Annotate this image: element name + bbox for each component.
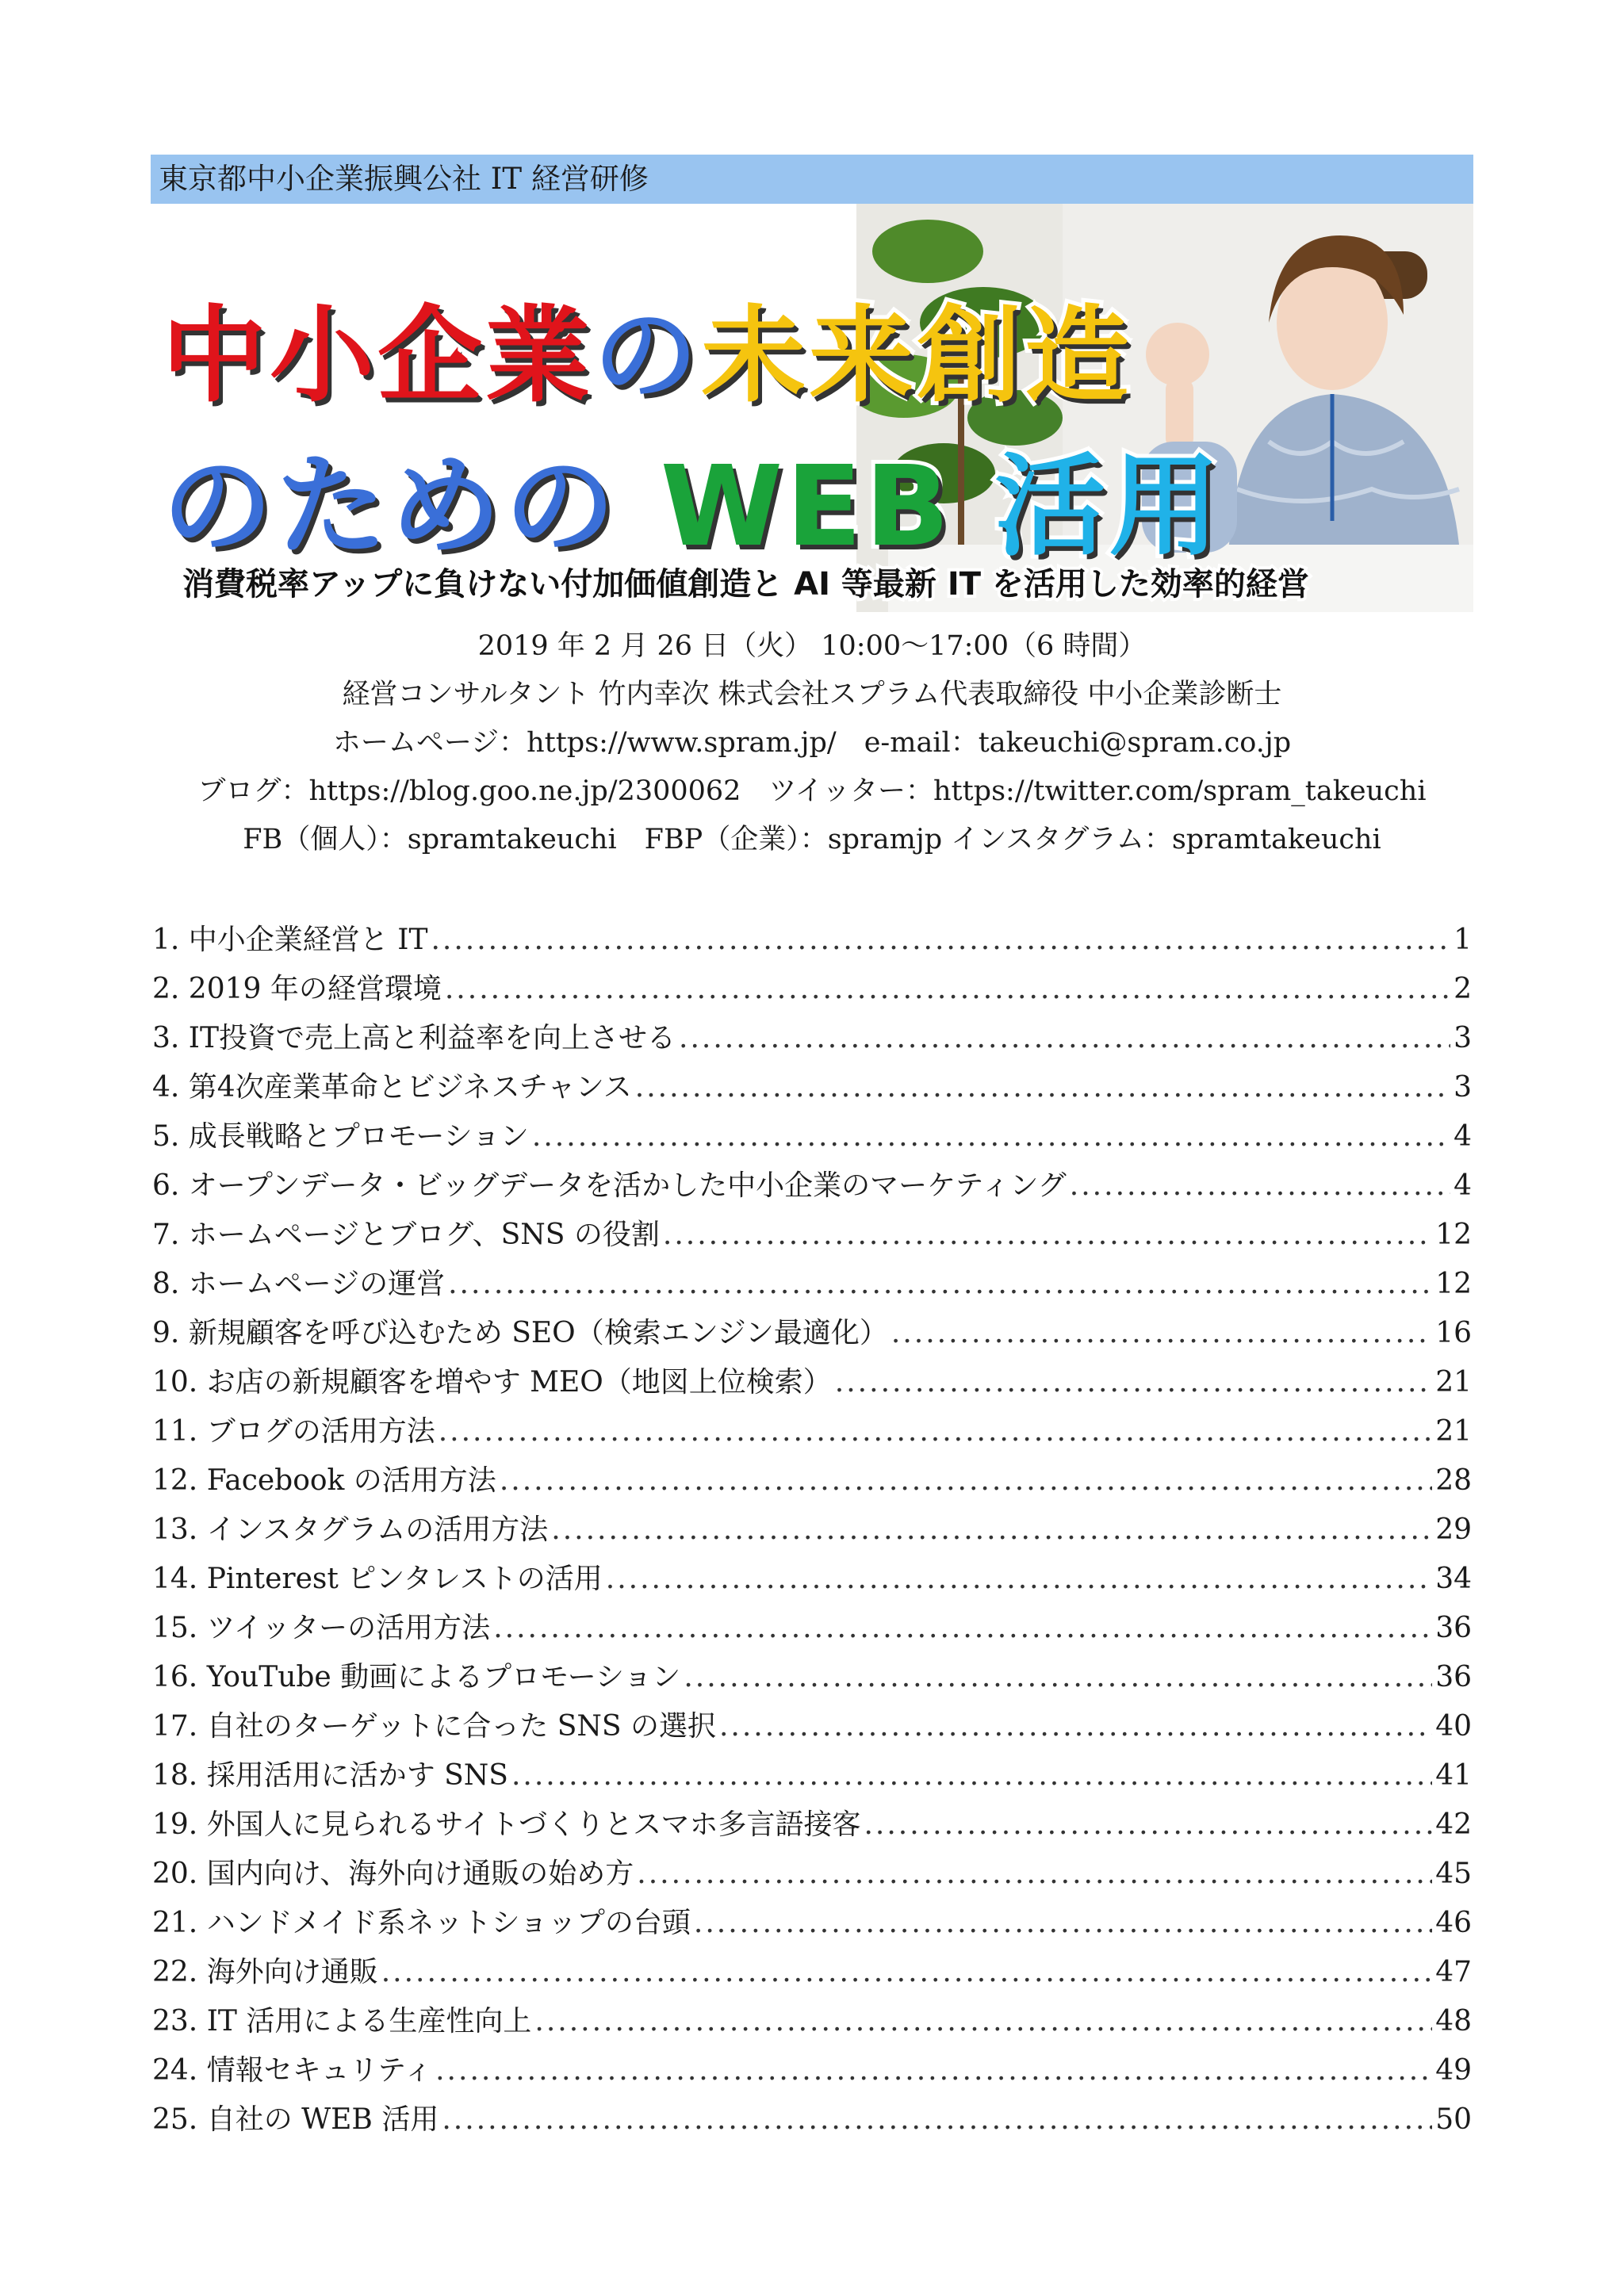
title-part-katsuyo: 活用	[994, 442, 1224, 572]
banner-title-line1	[162, 271, 1132, 422]
toc-entry-page: 12	[1435, 1219, 1472, 1251]
toc-entry-page: 34	[1435, 1563, 1472, 1595]
toc-entry-label: 12. Facebook の活用方法	[152, 1464, 496, 1497]
toc-entry	[152, 1605, 1472, 1655]
toc-entry-page: 42	[1435, 1808, 1472, 1841]
banner	[151, 204, 1473, 612]
toc-leader-dots	[381, 1956, 1432, 1988]
toc-entry-label: 15. ツイッターの活用方法	[152, 1612, 491, 1644]
toc-entry	[152, 966, 1472, 1016]
toc-leader-dots	[864, 1808, 1432, 1841]
toc-entry-page: 3	[1454, 1071, 1472, 1104]
toc-entry	[152, 1900, 1472, 1950]
toc-entry	[152, 1802, 1472, 1851]
toc-entry-label: 21. ハンドメイド系ネットショップの台頭	[152, 1907, 691, 1939]
toc-entry-label: 18. 採用活用に活かす SNS	[152, 1759, 508, 1792]
toc-entry-page: 48	[1435, 2005, 1472, 2038]
toc-entry-label: 8. ホームページの運営	[152, 1268, 446, 1300]
toc-entry-label: 25. 自社の WEB 活用	[152, 2103, 439, 2136]
toc-entry-page: 50	[1435, 2103, 1472, 2136]
toc-entry	[152, 1556, 1472, 1605]
toc-entry	[152, 1065, 1472, 1114]
social-accounts-line: FB（個人）：spramtakeuchi FBP（企業）：spramjp インスタグラム：spramtakeuchi	[243, 824, 1381, 855]
toc-entry-page: 49	[1435, 2054, 1472, 2087]
toc-entry-page: 4	[1454, 1169, 1472, 1202]
toc-entry	[152, 1114, 1472, 1163]
toc-entry-label: 1. 中小企業経営と IT	[152, 924, 428, 956]
toc-entry-label: 4. 第4次産業革命とビジネスチャンス	[152, 1071, 632, 1104]
title-part-notameno: のための	[162, 442, 619, 572]
title-part-web: WEB	[660, 442, 953, 572]
title-part-no: の	[593, 295, 701, 417]
blog-twitter-line: ブログ：https://blog.goo.ne.jp/2300062 ツイッター：https://twitter.com/spram_takeuchi	[197, 775, 1427, 807]
toc-entry-page: 36	[1435, 1612, 1472, 1644]
toc-entry	[152, 1458, 1472, 1507]
toc-entry-page: 29	[1435, 1513, 1472, 1546]
toc-entry-page: 12	[1435, 1268, 1472, 1300]
toc-entry	[152, 1507, 1472, 1556]
toc-entry-label: 5. 成長戦略とプロモーション	[152, 1120, 529, 1153]
toc-entry	[152, 1753, 1472, 1802]
toc-entry-page: 4	[1454, 1120, 1472, 1153]
toc-leader-dots	[606, 1563, 1432, 1595]
toc-entry	[152, 1311, 1472, 1360]
toc-entry-page: 28	[1435, 1464, 1472, 1497]
toc-leader-dots	[442, 2103, 1432, 2136]
toc-entry-label: 17. 自社のターゲットに合った SNS の選択	[152, 1710, 716, 1743]
toc-entry-page: 21	[1435, 1366, 1472, 1399]
toc-entry-page: 16	[1435, 1317, 1472, 1349]
toc-entry	[152, 1851, 1472, 1900]
toc-entry-page: 46	[1435, 1907, 1472, 1939]
toc-entry-label: 19. 外国人に見られるサイトづくりとスマホ多言語接客	[152, 1808, 861, 1841]
toc-entry-page: 36	[1435, 1661, 1472, 1693]
toc-leader-dots	[684, 1661, 1432, 1693]
toc-entry	[152, 1409, 1472, 1458]
toc-leader-dots	[551, 1513, 1432, 1546]
toc-entry	[152, 1261, 1472, 1311]
toc-entry-page: 21	[1435, 1415, 1472, 1448]
toc-leader-dots	[694, 1907, 1432, 1939]
toc-entry	[152, 1163, 1472, 1212]
toc-leader-dots	[679, 1022, 1450, 1054]
toc-leader-dots	[439, 1415, 1432, 1448]
toc-leader-dots	[663, 1219, 1432, 1251]
header-bar	[151, 155, 1473, 204]
toc-leader-dots	[637, 1858, 1432, 1890]
toc-entry-label: 11. ブログの活用方法	[152, 1415, 435, 1448]
toc-leader-dots	[1070, 1169, 1450, 1202]
toc-entry-page: 2	[1454, 973, 1472, 1005]
banner-title-line2	[162, 418, 1223, 577]
toc-entry-page: 41	[1435, 1759, 1472, 1792]
header-bar-text: 東京都中小企業振興公社 IT 経営研修	[159, 162, 649, 196]
toc-entry	[152, 1212, 1472, 1261]
toc-leader-dots	[635, 1071, 1450, 1104]
seminar-date: 2019 年 2 月 26 日（火） 10:00～17:00（6 時間）	[477, 630, 1147, 662]
toc-entry-label: 3. IT投資で売上高と利益率を向上させる	[152, 1022, 676, 1054]
toc-entry-label: 10. お店の新規顧客を増やす MEO（地図上位検索）	[152, 1366, 832, 1399]
toc-entry	[152, 1999, 1472, 2048]
toc-leader-dots	[835, 1366, 1432, 1399]
toc-entry	[152, 2048, 1472, 2097]
toc-entry-page: 40	[1435, 1710, 1472, 1743]
presenter-line: 経営コンサルタント 竹内幸次 株式会社スプラム代表取締役 中小企業診断士	[342, 679, 1282, 710]
toc-entry-label: 23. IT 活用による生産性向上	[152, 2005, 532, 2038]
toc-entry-label: 24. 情報セキュリティ	[152, 2054, 433, 2087]
toc-leader-dots	[493, 1612, 1432, 1644]
toc-entry-page: 47	[1435, 1956, 1472, 1988]
toc-entry	[152, 1704, 1472, 1753]
toc-entry-label: 9. 新規顧客を呼び込むため SEO（検索エンジン最適化）	[152, 1317, 888, 1349]
toc-leader-dots	[445, 973, 1450, 1005]
toc-leader-dots	[534, 2005, 1432, 2038]
toc-entry-label: 13. インスタグラムの活用方法	[152, 1513, 549, 1546]
toc-entry-label: 2. 2019 年の経営環境	[152, 973, 442, 1005]
toc-entry-label: 14. Pinterest ピンタレストの活用	[152, 1563, 603, 1595]
toc-leader-dots	[435, 2054, 1432, 2087]
toc-entry-label: 6. オープンデータ・ビッグデータを活かした中小企業のマーケティング	[152, 1169, 1067, 1202]
toc-entry	[152, 1655, 1472, 1704]
toc-entry-label: 7. ホームページとブログ、SNS の役割	[152, 1219, 660, 1251]
toc-entry	[152, 917, 1472, 966]
toc-leader-dots	[448, 1268, 1432, 1300]
toc-entry-label: 20. 国内向け、海外向け通販の始め方	[152, 1858, 634, 1890]
website-email-line: ホームページ：https://www.spram.jp/ e-mail：takeuchi@spram.co.jp	[332, 727, 1292, 759]
toc-leader-dots	[719, 1710, 1432, 1743]
toc-leader-dots	[532, 1120, 1450, 1153]
toc-leader-dots	[891, 1317, 1432, 1349]
toc-leader-dots	[500, 1464, 1432, 1497]
toc-entry	[152, 2097, 1472, 2146]
banner-subtitle: 消費税率アップに負けない付加価値創造と AI 等最新 IT を活用した効率的経営	[182, 566, 1309, 603]
toc-entry	[152, 1016, 1472, 1065]
title-part-chusho: 中小企業	[162, 295, 593, 417]
toc-entry-label: 22. 海外向け通販	[152, 1956, 378, 1988]
table-of-contents	[152, 917, 1472, 2146]
toc-leader-dots	[431, 924, 1450, 956]
title-part-mirai: 未来創造	[701, 295, 1132, 417]
toc-entry-page: 45	[1435, 1858, 1472, 1890]
toc-entry	[152, 1950, 1472, 1999]
toc-entry	[152, 1360, 1472, 1409]
toc-entry-page: 1	[1454, 924, 1472, 956]
toc-entry-page: 3	[1454, 1022, 1472, 1054]
toc-entry-label: 16. YouTube 動画によるプロモーション	[152, 1661, 681, 1693]
toc-leader-dots	[511, 1759, 1432, 1792]
